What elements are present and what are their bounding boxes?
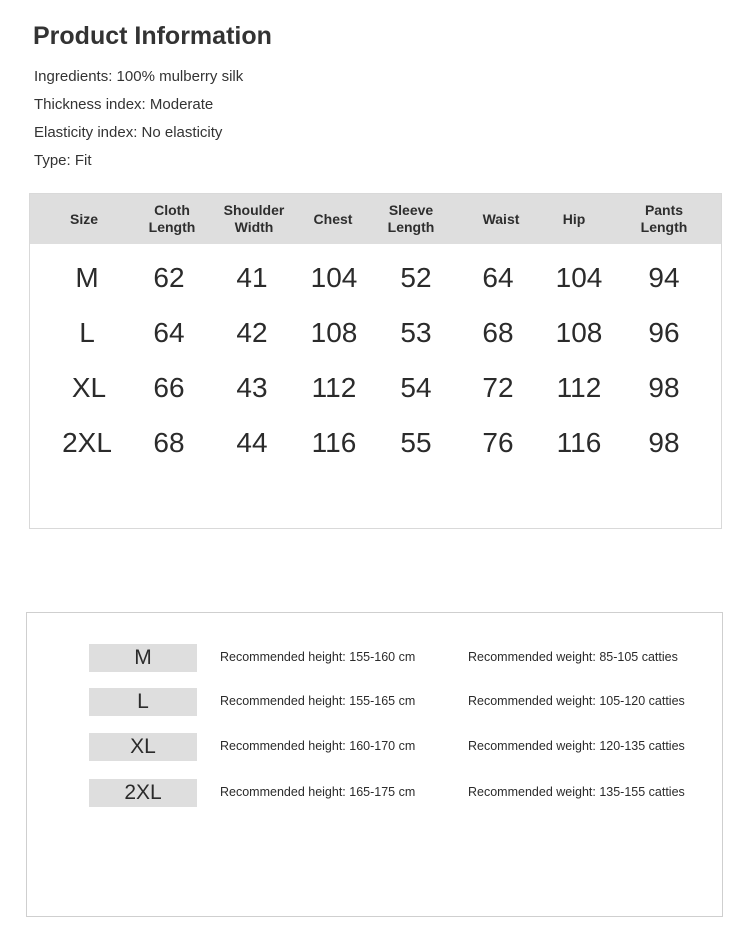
table-cell: 96 bbox=[648, 317, 680, 348]
header-pants-length: Pants Length bbox=[640, 202, 688, 235]
table-cell: 108 bbox=[310, 317, 358, 348]
page-title: Product Information bbox=[33, 22, 272, 50]
table-cell: 98 bbox=[648, 427, 680, 458]
rec-weight: Recommended weight: 105-120 catties bbox=[468, 694, 685, 708]
header-shoulder-width: Shoulder Width bbox=[223, 202, 285, 235]
size-table bbox=[29, 193, 722, 529]
table-cell: 72 bbox=[482, 372, 514, 403]
header-waist: Waist bbox=[482, 210, 520, 227]
table-cell-size: XL bbox=[71, 372, 107, 403]
rec-height: Recommended height: 155-165 cm bbox=[220, 694, 416, 708]
rec-weight: Recommended weight: 85-105 catties bbox=[468, 650, 678, 664]
table-cell: 76 bbox=[482, 427, 514, 458]
recommendation-row bbox=[27, 733, 722, 761]
table-row bbox=[30, 427, 721, 467]
table-cell: 41 bbox=[236, 262, 268, 293]
table-cell: 53 bbox=[400, 317, 432, 348]
table-cell: 108 bbox=[555, 317, 603, 348]
table-cell: 44 bbox=[236, 427, 268, 458]
header-cloth-length: Cloth Length bbox=[148, 202, 196, 235]
table-cell: 112 bbox=[556, 372, 602, 403]
table-cell: 55 bbox=[400, 427, 432, 458]
table-cell-size: L bbox=[79, 317, 95, 348]
table-cell: 42 bbox=[236, 317, 268, 348]
recommendation-row bbox=[27, 644, 722, 672]
header-hip: Hip bbox=[562, 210, 586, 227]
table-cell: 94 bbox=[648, 262, 680, 293]
rec-size-label: 2XL bbox=[89, 779, 197, 807]
info-type: Type: Fit bbox=[34, 152, 92, 169]
table-cell: 68 bbox=[153, 427, 185, 458]
rec-height: Recommended height: 160-170 cm bbox=[220, 739, 416, 753]
table-cell: 112 bbox=[311, 372, 357, 403]
recommendation-row bbox=[27, 779, 722, 807]
rec-height: Recommended height: 155-160 cm bbox=[220, 650, 416, 664]
rec-size-label: XL bbox=[89, 733, 197, 761]
table-cell: 52 bbox=[400, 262, 432, 293]
table-cell-size: M bbox=[75, 262, 99, 293]
rec-size-label: L bbox=[89, 688, 197, 716]
table-row bbox=[30, 372, 721, 412]
rec-size-label: M bbox=[89, 644, 197, 672]
table-cell: 116 bbox=[556, 427, 602, 458]
table-cell: 43 bbox=[236, 372, 268, 403]
table-cell: 98 bbox=[648, 372, 680, 403]
table-cell: 54 bbox=[400, 372, 432, 403]
info-thickness: Thickness index: Moderate bbox=[34, 96, 214, 113]
table-cell-size: 2XL bbox=[62, 427, 112, 458]
table-cell: 64 bbox=[482, 262, 514, 293]
header-size: Size bbox=[69, 210, 98, 227]
recommendation-box bbox=[26, 612, 723, 917]
info-ingredients: Ingredients: 100% mulberry silk bbox=[34, 68, 244, 85]
rec-weight: Recommended weight: 135-155 catties bbox=[468, 785, 685, 799]
rec-weight: Recommended weight: 120-135 catties bbox=[468, 739, 685, 753]
table-cell: 68 bbox=[482, 317, 514, 348]
table-cell: 66 bbox=[153, 372, 185, 403]
header-chest: Chest bbox=[313, 210, 353, 227]
rec-height: Recommended height: 165-175 cm bbox=[220, 785, 416, 799]
table-cell: 116 bbox=[311, 427, 357, 458]
table-cell: 62 bbox=[153, 262, 185, 293]
size-table-header bbox=[30, 194, 721, 244]
table-cell: 104 bbox=[310, 262, 358, 293]
table-cell: 104 bbox=[555, 262, 603, 293]
table-row bbox=[30, 262, 721, 302]
info-elasticity: Elasticity index: No elasticity bbox=[34, 124, 223, 141]
recommendation-row bbox=[27, 688, 722, 716]
header-sleeve-length: Sleeve Length bbox=[387, 202, 435, 235]
table-cell: 64 bbox=[153, 317, 185, 348]
table-row bbox=[30, 317, 721, 357]
